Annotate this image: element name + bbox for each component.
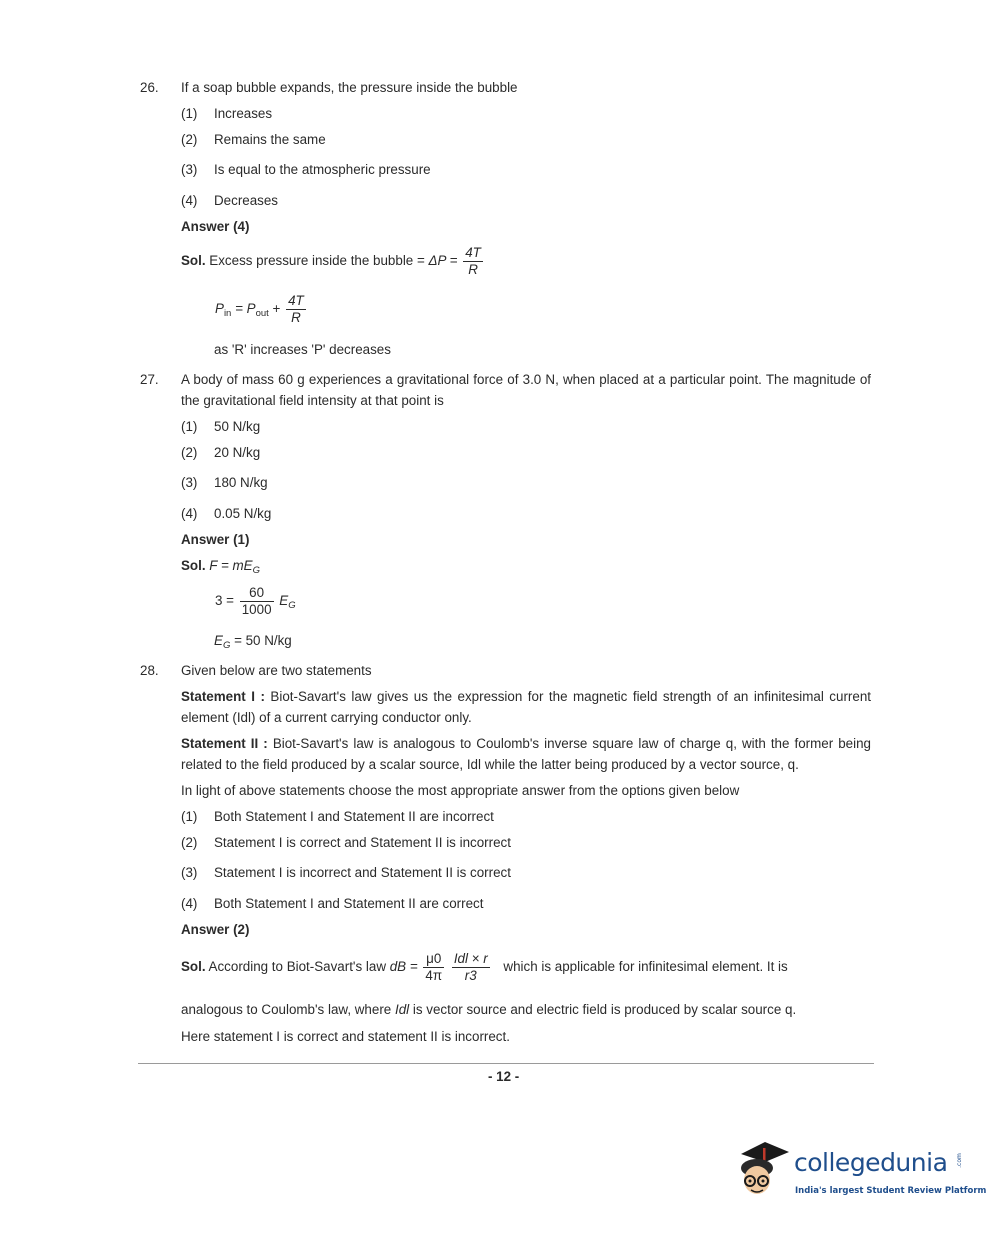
page-number: - 12 - — [488, 1069, 520, 1084]
q26-option-2-text: Remains the same — [214, 132, 326, 147]
q27-result-sub: G — [222, 640, 231, 651]
q27-sol-label: Sol. — [181, 558, 206, 573]
q26-option-1-text: Increases — [214, 106, 273, 121]
q26-p-in-sub: in — [223, 308, 232, 320]
q28-db: dB = — [389, 959, 418, 975]
q28-sol-line2a: analogous to Coulomb's law, where — [181, 1002, 392, 1017]
q27-result — [214, 633, 292, 651]
q27-eq2-den: 1000 — [241, 602, 272, 618]
q27-option-4-text: 0.05 N/kg — [214, 506, 272, 521]
q28-sol-line2-idl: Idl — [394, 1002, 410, 1017]
q26-frac-num: 4T — [463, 246, 483, 262]
logo-com: .com — [955, 1153, 963, 1168]
q28-solution-line-1 — [181, 952, 871, 983]
q28-number: 28. — [140, 663, 159, 678]
q27-option-1-text: 50 N/kg — [214, 419, 261, 434]
q27-sol-eq-sub: G — [252, 565, 260, 576]
q28-statement-2 — [181, 733, 871, 775]
q28-mu-fraction — [423, 952, 444, 983]
q28-option-2-text: Statement I is correct and Statement II is incorrect — [214, 835, 511, 850]
q26-frac2-den: R — [291, 310, 301, 326]
q28-option-1-number: (1) — [181, 809, 198, 824]
q28-solution-line-3: Here statement I is correct and statement II is incorrect. — [181, 1029, 510, 1044]
q28-sol-text1: According to Biot-Savart's law — [208, 959, 386, 975]
logo-tagline: India's largest Student Review Platform — [795, 1186, 987, 1196]
q26-option-4-number: (4) — [181, 193, 198, 208]
q28-s1-text: Biot-Savart's law gives us the expression for the magnetic field strength of an infinitesimal current element (Idl) of a current carrying conductor only. — [181, 689, 871, 725]
q28-answer: Answer (2) — [181, 922, 250, 937]
q26-conclusion: as 'R' increases 'P' decreases — [214, 342, 391, 357]
q28-idl-den: r3 — [464, 968, 477, 984]
q27-option-2-number: (2) — [181, 445, 198, 460]
q27-equation-2 — [215, 586, 296, 617]
q26-p-out: = P — [235, 301, 256, 317]
q28-option-3-text: Statement I is incorrect and Statement II is correct — [214, 865, 511, 880]
mascot-logo-icon — [735, 1138, 793, 1200]
q26-sol-label: Sol. — [181, 253, 206, 269]
q28-idl-num: Idl × r — [452, 952, 490, 968]
q27-answer: Answer (1) — [181, 532, 250, 547]
q26-answer: Answer (4) — [181, 219, 250, 234]
q28-mu-den: 4π — [425, 968, 443, 984]
q26-fraction — [463, 246, 483, 277]
q26-option-3-number: (3) — [181, 162, 198, 177]
q28-sol-line2b: is vector source and electric field is produced by scalar source q. — [412, 1002, 797, 1017]
q26-option-2-number: (2) — [181, 132, 198, 147]
q28-sol-text2: which is applicable for infinitesimal element. It is — [503, 959, 788, 975]
q28-s2-label: Statement II : — [181, 736, 268, 751]
q26-solution-line — [181, 246, 485, 277]
q26-sol-text: Excess pressure inside the bubble = — [209, 253, 425, 269]
q26-number: 26. — [140, 80, 159, 95]
q27-eq2-left: 3 = — [215, 593, 234, 609]
q27-option-3-number: (3) — [181, 475, 198, 490]
q27-eq2-right-sub: G — [288, 600, 296, 612]
q28-option-1-text: Both Statement I and Statement II are incorrect — [214, 809, 494, 824]
q28-idl-fraction — [452, 952, 490, 983]
q28-s1-label: Statement I : — [181, 689, 265, 704]
q27-number: 27. — [140, 372, 159, 387]
q28-statement-1 — [181, 686, 871, 728]
q26-p-in: P — [215, 301, 224, 317]
q27-solution-line — [181, 558, 260, 576]
q28-option-4-text: Both Statement I and Statement II are correct — [214, 896, 484, 911]
q27-option-1-number: (1) — [181, 419, 198, 434]
q27-eq2-num: 60 — [240, 586, 274, 602]
q28-instruction: In light of above statements choose the most appropriate answer from the options given below — [181, 783, 740, 798]
q26-frac2-num: 4T — [286, 294, 306, 310]
logo-wordmark: collegedunia — [794, 1148, 948, 1177]
q27-eq2-fraction — [240, 586, 274, 617]
q27-option-4-number: (4) — [181, 506, 198, 521]
q27-result-e: E — [214, 633, 223, 648]
q28-option-2-number: (2) — [181, 835, 198, 850]
footer-divider — [138, 1063, 874, 1064]
q26-question: If a soap bubble expands, the pressure inside the bubble — [181, 80, 518, 95]
q27-option-3-text: 180 N/kg — [214, 475, 268, 490]
q26-option-3-text: Is equal to the atmospheric pressure — [214, 162, 431, 177]
q27-eq2-right: E — [279, 593, 289, 609]
q26-delta-p: ΔP = — [428, 253, 458, 269]
q28-question: Given below are two statements — [181, 663, 372, 678]
q26-p-out-sub: out — [255, 308, 269, 320]
q27-result-val: = 50 N/kg — [234, 633, 292, 648]
q27-option-2-text: 20 N/kg — [214, 445, 261, 460]
q28-mu-num: μ0 — [423, 952, 444, 968]
q28-option-4-number: (4) — [181, 896, 198, 911]
q28-solution-line-2 — [181, 1002, 796, 1017]
q27-sol-eq: F = mE — [209, 558, 253, 573]
q26-option-1-number: (1) — [181, 106, 198, 121]
q28-sol-label: Sol. — [181, 959, 206, 975]
q26-pressure-equation — [215, 294, 308, 325]
q26-option-4-text: Decreases — [214, 193, 279, 208]
q27-question: A body of mass 60 g experiences a gravitational force of 3.0 N, when placed at a particular point. The magnitude of the gravitational field intensity at that point is — [181, 372, 871, 408]
q28-s2-text: Biot-Savart's law is analogous to Coulomb's inverse square law of charge q, with the former being related to the field produced by a scalar source, Idl while the latter being produced by a vector source, q. — [181, 736, 871, 772]
q26-frac-den: R — [468, 262, 478, 278]
q26-fraction-2 — [286, 294, 306, 325]
q28-option-3-number: (3) — [181, 865, 198, 880]
q26-plus: + — [272, 301, 281, 317]
